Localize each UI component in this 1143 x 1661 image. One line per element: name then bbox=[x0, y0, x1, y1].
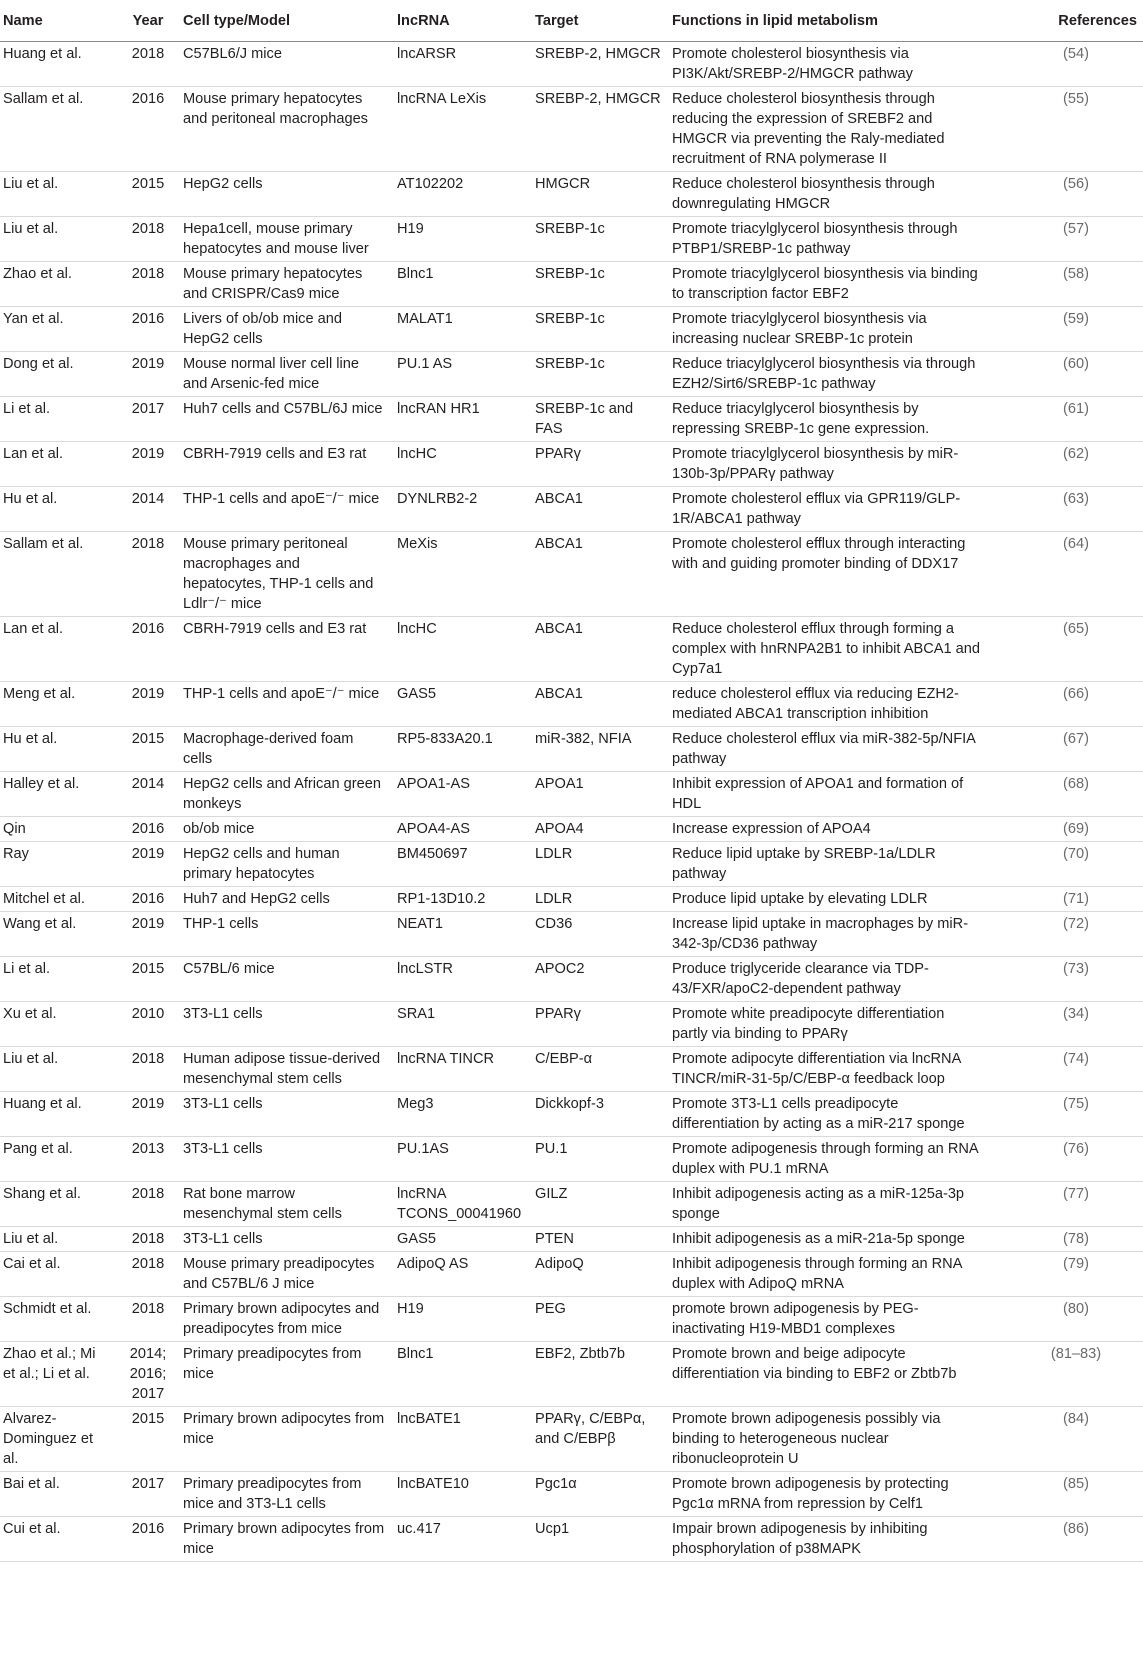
cell-reference: (80) bbox=[989, 1297, 1143, 1342]
cell-cell-type: Primary brown adipocytes from mice bbox=[180, 1407, 394, 1472]
cell-year: 2016 bbox=[116, 617, 180, 682]
table-row bbox=[0, 262, 1143, 307]
cell-name: Yan et al. bbox=[0, 307, 116, 352]
cell-target: SREBP-2, HMGCR bbox=[532, 42, 669, 87]
cell-target: LDLR bbox=[532, 842, 669, 887]
header-lncrna: lncRNA bbox=[394, 0, 532, 42]
cell-function: Promote 3T3-L1 cells preadipocyte differentiation by acting as a miR-217 sponge bbox=[669, 1092, 989, 1137]
table-row bbox=[0, 172, 1143, 217]
cell-function: Promote brown adipogenesis possibly via binding to heterogeneous nuclear ribonucleoprotein U bbox=[669, 1407, 989, 1472]
cell-cell-type: THP-1 cells and apoE⁻/⁻ mice bbox=[180, 682, 394, 727]
cell-reference: (79) bbox=[989, 1252, 1143, 1297]
cell-target: APOC2 bbox=[532, 957, 669, 1002]
table-row bbox=[0, 397, 1143, 442]
table-body bbox=[0, 42, 1143, 1562]
cell-cell-type: Rat bone marrow mesenchymal stem cells bbox=[180, 1182, 394, 1227]
cell-function: Promote triacylglycerol biosynthesis via binding to transcription factor EBF2 bbox=[669, 262, 989, 307]
cell-name: Halley et al. bbox=[0, 772, 116, 817]
cell-function: Promote triacylglycerol biosynthesis through PTBP1/SREBP-1c pathway bbox=[669, 217, 989, 262]
cell-function: Promote triacylglycerol biosynthesis by miR-130b-3p/PPARγ pathway bbox=[669, 442, 989, 487]
cell-cell-type: Hepa1cell, mouse primary hepatocytes and mouse liver bbox=[180, 217, 394, 262]
cell-reference: (68) bbox=[989, 772, 1143, 817]
cell-year: 2018 bbox=[116, 217, 180, 262]
cell-name: Liu et al. bbox=[0, 217, 116, 262]
cell-lncrna: lncRNA LeXis bbox=[394, 87, 532, 172]
cell-cell-type: CBRH-7919 cells and E3 rat bbox=[180, 442, 394, 487]
cell-lncrna: MeXis bbox=[394, 532, 532, 617]
cell-cell-type: ob/ob mice bbox=[180, 817, 394, 842]
cell-function: Inhibit adipogenesis through forming an RNA duplex with AdipoQ mRNA bbox=[669, 1252, 989, 1297]
table-row bbox=[0, 682, 1143, 727]
cell-reference: (55) bbox=[989, 87, 1143, 172]
table-row bbox=[0, 1342, 1143, 1407]
table-row bbox=[0, 1252, 1143, 1297]
cell-lncrna: lncARSR bbox=[394, 42, 532, 87]
table-row bbox=[0, 887, 1143, 912]
cell-name: Shang et al. bbox=[0, 1182, 116, 1227]
cell-target: SREBP-1c bbox=[532, 217, 669, 262]
table-row bbox=[0, 842, 1143, 887]
cell-cell-type: C57BL/6 mice bbox=[180, 957, 394, 1002]
cell-year: 2015 bbox=[116, 172, 180, 217]
cell-cell-type: Mouse primary preadipocytes and C57BL/6 J mice bbox=[180, 1252, 394, 1297]
cell-reference: (78) bbox=[989, 1227, 1143, 1252]
cell-reference: (69) bbox=[989, 817, 1143, 842]
cell-name: Huang et al. bbox=[0, 1092, 116, 1137]
cell-reference: (85) bbox=[989, 1472, 1143, 1517]
cell-target: SREBP-2, HMGCR bbox=[532, 87, 669, 172]
header-year: Year bbox=[116, 0, 180, 42]
cell-year: 2013 bbox=[116, 1137, 180, 1182]
cell-year: 2017 bbox=[116, 1472, 180, 1517]
cell-year: 2016 bbox=[116, 1517, 180, 1562]
cell-reference: (66) bbox=[989, 682, 1143, 727]
cell-function: Promote triacylglycerol biosynthesis via increasing nuclear SREBP-1c protein bbox=[669, 307, 989, 352]
cell-target: C/EBP-α bbox=[532, 1047, 669, 1092]
cell-name: Alvarez-Dominguez et al. bbox=[0, 1407, 116, 1472]
cell-cell-type: Huh7 and HepG2 cells bbox=[180, 887, 394, 912]
cell-name: Cui et al. bbox=[0, 1517, 116, 1562]
cell-target: ABCA1 bbox=[532, 617, 669, 682]
cell-name: Ray bbox=[0, 842, 116, 887]
table-row bbox=[0, 87, 1143, 172]
cell-reference: (74) bbox=[989, 1047, 1143, 1092]
cell-lncrna: GAS5 bbox=[394, 682, 532, 727]
cell-reference: (67) bbox=[989, 727, 1143, 772]
cell-cell-type: Mouse primary peritoneal macrophages and hepatocytes, THP-1 cells and Ldlr⁻/⁻ mice bbox=[180, 532, 394, 617]
cell-lncrna: H19 bbox=[394, 1297, 532, 1342]
cell-function: Promote brown adipogenesis by protecting Pgc1α mRNA from repression by Celf1 bbox=[669, 1472, 989, 1517]
cell-function: Increase lipid uptake in macrophages by miR-342-3p/CD36 pathway bbox=[669, 912, 989, 957]
header-row bbox=[0, 0, 1143, 42]
table-row bbox=[0, 617, 1143, 682]
cell-cell-type: HepG2 cells and African green monkeys bbox=[180, 772, 394, 817]
table-row bbox=[0, 1002, 1143, 1047]
cell-target: miR-382, NFIA bbox=[532, 727, 669, 772]
table-header bbox=[0, 0, 1143, 42]
cell-year: 2018 bbox=[116, 1297, 180, 1342]
cell-lncrna: uc.417 bbox=[394, 1517, 532, 1562]
cell-target: Pgc1α bbox=[532, 1472, 669, 1517]
cell-target: SREBP-1c bbox=[532, 262, 669, 307]
cell-target: PEG bbox=[532, 1297, 669, 1342]
cell-lncrna: RP1-13D10.2 bbox=[394, 887, 532, 912]
cell-name: Xu et al. bbox=[0, 1002, 116, 1047]
cell-cell-type: HepG2 cells and human primary hepatocytes bbox=[180, 842, 394, 887]
table-row bbox=[0, 1092, 1143, 1137]
cell-lncrna: lncRNA TINCR bbox=[394, 1047, 532, 1092]
cell-cell-type: Primary brown adipocytes from mice bbox=[180, 1517, 394, 1562]
cell-function: Inhibit adipogenesis as a miR-21a-5p sponge bbox=[669, 1227, 989, 1252]
cell-name: Bai et al. bbox=[0, 1472, 116, 1517]
cell-year: 2018 bbox=[116, 262, 180, 307]
cell-name: Zhao et al.; Mi et al.; Li et al. bbox=[0, 1342, 116, 1407]
cell-function: Reduce lipid uptake by SREBP-1a/LDLR pathway bbox=[669, 842, 989, 887]
cell-lncrna: Blnc1 bbox=[394, 1342, 532, 1407]
cell-cell-type: Mouse primary hepatocytes and CRISPR/Cas9 mice bbox=[180, 262, 394, 307]
cell-reference: (81–83) bbox=[989, 1342, 1143, 1407]
cell-target: APOA1 bbox=[532, 772, 669, 817]
cell-function: Inhibit expression of APOA1 and formation of HDL bbox=[669, 772, 989, 817]
cell-target: SREBP-1c bbox=[532, 352, 669, 397]
cell-name: Dong et al. bbox=[0, 352, 116, 397]
cell-lncrna: lncBATE10 bbox=[394, 1472, 532, 1517]
cell-cell-type: Macrophage-derived foam cells bbox=[180, 727, 394, 772]
cell-lncrna: Blnc1 bbox=[394, 262, 532, 307]
cell-reference: (65) bbox=[989, 617, 1143, 682]
cell-cell-type: THP-1 cells bbox=[180, 912, 394, 957]
cell-reference: (34) bbox=[989, 1002, 1143, 1047]
table-row bbox=[0, 1227, 1143, 1252]
cell-reference: (70) bbox=[989, 842, 1143, 887]
table-row bbox=[0, 1472, 1143, 1517]
cell-lncrna: lncRNA TCONS_00041960 bbox=[394, 1182, 532, 1227]
cell-function: Reduce cholesterol biosynthesis through reducing the expression of SREBF2 and HMGCR via preventing the Raly-mediated recruitment of RNA polymerase II bbox=[669, 87, 989, 172]
table-row bbox=[0, 1047, 1143, 1092]
cell-cell-type: Huh7 cells and C57BL/6J mice bbox=[180, 397, 394, 442]
cell-lncrna: AdipoQ AS bbox=[394, 1252, 532, 1297]
cell-reference: (58) bbox=[989, 262, 1143, 307]
cell-function: Reduce cholesterol efflux via miR-382-5p/NFIA pathway bbox=[669, 727, 989, 772]
header-cell-type: Cell type/Model bbox=[180, 0, 394, 42]
cell-name: Mitchel et al. bbox=[0, 887, 116, 912]
cell-cell-type: Human adipose tissue-derived mesenchymal stem cells bbox=[180, 1047, 394, 1092]
cell-reference: (72) bbox=[989, 912, 1143, 957]
cell-year: 2016 bbox=[116, 887, 180, 912]
cell-target: SREBP-1c bbox=[532, 307, 669, 352]
cell-year: 2019 bbox=[116, 442, 180, 487]
cell-lncrna: PU.1 AS bbox=[394, 352, 532, 397]
cell-target: ABCA1 bbox=[532, 487, 669, 532]
cell-name: Lan et al. bbox=[0, 617, 116, 682]
cell-target: EBF2, Zbtb7b bbox=[532, 1342, 669, 1407]
table-row bbox=[0, 487, 1143, 532]
cell-target: PTEN bbox=[532, 1227, 669, 1252]
cell-year: 2014 bbox=[116, 772, 180, 817]
cell-function: reduce cholesterol efflux via reducing EZH2-mediated ABCA1 transcription inhibition bbox=[669, 682, 989, 727]
table-row bbox=[0, 1517, 1143, 1562]
cell-name: Hu et al. bbox=[0, 727, 116, 772]
cell-function: Reduce triacylglycerol biosynthesis by repressing SREBP-1c gene expression. bbox=[669, 397, 989, 442]
cell-target: PPARγ bbox=[532, 1002, 669, 1047]
cell-cell-type: Primary brown adipocytes and preadipocytes from mice bbox=[180, 1297, 394, 1342]
cell-target: GILZ bbox=[532, 1182, 669, 1227]
cell-year: 2019 bbox=[116, 352, 180, 397]
cell-year: 2018 bbox=[116, 1227, 180, 1252]
cell-cell-type: 3T3-L1 cells bbox=[180, 1002, 394, 1047]
cell-cell-type: Primary preadipocytes from mice and 3T3-L1 cells bbox=[180, 1472, 394, 1517]
table-row bbox=[0, 727, 1143, 772]
cell-year: 2015 bbox=[116, 1407, 180, 1472]
cell-lncrna: lncLSTR bbox=[394, 957, 532, 1002]
cell-reference: (73) bbox=[989, 957, 1143, 1002]
cell-name: Li et al. bbox=[0, 397, 116, 442]
cell-lncrna: RP5-833A20.1 bbox=[394, 727, 532, 772]
cell-year: 2015 bbox=[116, 727, 180, 772]
cell-function: Reduce cholesterol efflux through forming a complex with hnRNPA2B1 to inhibit ABCA1 and Cyp7a1 bbox=[669, 617, 989, 682]
cell-name: Sallam et al. bbox=[0, 532, 116, 617]
cell-target: ABCA1 bbox=[532, 682, 669, 727]
cell-name: Liu et al. bbox=[0, 172, 116, 217]
cell-reference: (75) bbox=[989, 1092, 1143, 1137]
cell-function: Promote adipocyte differentiation via lncRNA TINCR/miR-31-5p/C/EBP-α feedback loop bbox=[669, 1047, 989, 1092]
cell-lncrna: Meg3 bbox=[394, 1092, 532, 1137]
cell-year: 2016 bbox=[116, 87, 180, 172]
cell-reference: (71) bbox=[989, 887, 1143, 912]
cell-target: LDLR bbox=[532, 887, 669, 912]
table-row bbox=[0, 307, 1143, 352]
header-target: Target bbox=[532, 0, 669, 42]
cell-year: 2018 bbox=[116, 1252, 180, 1297]
header-reference: References bbox=[989, 0, 1143, 42]
cell-lncrna: PU.1AS bbox=[394, 1137, 532, 1182]
cell-function: Promote white preadipocyte differentiation partly via binding to PPARγ bbox=[669, 1002, 989, 1047]
cell-year: 2010 bbox=[116, 1002, 180, 1047]
cell-reference: (54) bbox=[989, 42, 1143, 87]
cell-cell-type: 3T3-L1 cells bbox=[180, 1092, 394, 1137]
cell-function: Promote cholesterol biosynthesis via PI3K/Akt/SREBP-2/HMGCR pathway bbox=[669, 42, 989, 87]
cell-function: Increase expression of APOA4 bbox=[669, 817, 989, 842]
cell-cell-type: Primary preadipocytes from mice bbox=[180, 1342, 394, 1407]
cell-reference: (63) bbox=[989, 487, 1143, 532]
cell-cell-type: THP-1 cells and apoE⁻/⁻ mice bbox=[180, 487, 394, 532]
cell-name: Meng et al. bbox=[0, 682, 116, 727]
cell-function: promote brown adipogenesis by PEG-inactivating H19-MBD1 complexes bbox=[669, 1297, 989, 1342]
cell-target: HMGCR bbox=[532, 172, 669, 217]
cell-lncrna: NEAT1 bbox=[394, 912, 532, 957]
cell-cell-type: 3T3-L1 cells bbox=[180, 1227, 394, 1252]
cell-target: SREBP-1c and FAS bbox=[532, 397, 669, 442]
cell-lncrna: DYNLRB2-2 bbox=[394, 487, 532, 532]
cell-cell-type: Mouse primary hepatocytes and peritoneal macrophages bbox=[180, 87, 394, 172]
cell-reference: (77) bbox=[989, 1182, 1143, 1227]
cell-target: Dickkopf-3 bbox=[532, 1092, 669, 1137]
cell-function: Promote cholesterol efflux via GPR119/GLP-1R/ABCA1 pathway bbox=[669, 487, 989, 532]
cell-lncrna: lncHC bbox=[394, 442, 532, 487]
cell-target: Ucp1 bbox=[532, 1517, 669, 1562]
cell-name: Hu et al. bbox=[0, 487, 116, 532]
table-row bbox=[0, 817, 1143, 842]
cell-lncrna: lncHC bbox=[394, 617, 532, 682]
cell-lncrna: AT102202 bbox=[394, 172, 532, 217]
cell-target: AdipoQ bbox=[532, 1252, 669, 1297]
table-row bbox=[0, 1137, 1143, 1182]
cell-target: PPARγ bbox=[532, 442, 669, 487]
cell-cell-type: CBRH-7919 cells and E3 rat bbox=[180, 617, 394, 682]
cell-reference: (86) bbox=[989, 1517, 1143, 1562]
cell-year: 2019 bbox=[116, 682, 180, 727]
cell-year: 2019 bbox=[116, 1092, 180, 1137]
cell-lncrna: APOA1-AS bbox=[394, 772, 532, 817]
cell-name: Huang et al. bbox=[0, 42, 116, 87]
cell-cell-type: C57BL6/J mice bbox=[180, 42, 394, 87]
cell-name: Wang et al. bbox=[0, 912, 116, 957]
cell-target: ABCA1 bbox=[532, 532, 669, 617]
cell-cell-type: Livers of ob/ob mice and HepG2 cells bbox=[180, 307, 394, 352]
cell-year: 2014; 2016; 2017 bbox=[116, 1342, 180, 1407]
cell-reference: (62) bbox=[989, 442, 1143, 487]
cell-function: Reduce triacylglycerol biosynthesis via through EZH2/Sirt6/SREBP-1c pathway bbox=[669, 352, 989, 397]
cell-target: CD36 bbox=[532, 912, 669, 957]
cell-function: Inhibit adipogenesis acting as a miR-125a-3p sponge bbox=[669, 1182, 989, 1227]
cell-year: 2019 bbox=[116, 842, 180, 887]
cell-name: Zhao et al. bbox=[0, 262, 116, 307]
cell-reference: (64) bbox=[989, 532, 1143, 617]
cell-reference: (61) bbox=[989, 397, 1143, 442]
cell-function: Promote cholesterol efflux through interacting with and guiding promoter binding of DDX17 bbox=[669, 532, 989, 617]
table-row bbox=[0, 912, 1143, 957]
cell-year: 2018 bbox=[116, 532, 180, 617]
cell-year: 2015 bbox=[116, 957, 180, 1002]
cell-reference: (60) bbox=[989, 352, 1143, 397]
cell-year: 2018 bbox=[116, 1047, 180, 1092]
cell-cell-type: HepG2 cells bbox=[180, 172, 394, 217]
cell-target: PU.1 bbox=[532, 1137, 669, 1182]
cell-name: Li et al. bbox=[0, 957, 116, 1002]
cell-cell-type: Mouse normal liver cell line and Arsenic-fed mice bbox=[180, 352, 394, 397]
table-row bbox=[0, 1182, 1143, 1227]
cell-lncrna: BM450697 bbox=[394, 842, 532, 887]
cell-year: 2014 bbox=[116, 487, 180, 532]
cell-lncrna: GAS5 bbox=[394, 1227, 532, 1252]
cell-lncrna: H19 bbox=[394, 217, 532, 262]
cell-year: 2017 bbox=[116, 397, 180, 442]
table-row bbox=[0, 217, 1143, 262]
cell-name: Qin bbox=[0, 817, 116, 842]
cell-lncrna: lncRAN HR1 bbox=[394, 397, 532, 442]
cell-reference: (76) bbox=[989, 1137, 1143, 1182]
cell-year: 2019 bbox=[116, 912, 180, 957]
cell-function: Reduce cholesterol biosynthesis through downregulating HMGCR bbox=[669, 172, 989, 217]
header-name: Name bbox=[0, 0, 116, 42]
cell-name: Cai et al. bbox=[0, 1252, 116, 1297]
cell-reference: (57) bbox=[989, 217, 1143, 262]
cell-function: Produce triglyceride clearance via TDP-43/FXR/apoC2-dependent pathway bbox=[669, 957, 989, 1002]
cell-year: 2018 bbox=[116, 42, 180, 87]
cell-year: 2018 bbox=[116, 1182, 180, 1227]
cell-reference: (56) bbox=[989, 172, 1143, 217]
cell-function: Produce lipid uptake by elevating LDLR bbox=[669, 887, 989, 912]
cell-cell-type: 3T3-L1 cells bbox=[180, 1137, 394, 1182]
cell-name: Liu et al. bbox=[0, 1047, 116, 1092]
cell-lncrna: MALAT1 bbox=[394, 307, 532, 352]
table-row bbox=[0, 1407, 1143, 1472]
cell-function: Impair brown adipogenesis by inhibiting phosphorylation of p38MAPK bbox=[669, 1517, 989, 1562]
cell-target: PPARγ, C/EBPα, and C/EBPβ bbox=[532, 1407, 669, 1472]
cell-name: Pang et al. bbox=[0, 1137, 116, 1182]
cell-name: Lan et al. bbox=[0, 442, 116, 487]
cell-reference: (84) bbox=[989, 1407, 1143, 1472]
table-row bbox=[0, 772, 1143, 817]
table-row bbox=[0, 957, 1143, 1002]
cell-function: Promote adipogenesis through forming an RNA duplex with PU.1 mRNA bbox=[669, 1137, 989, 1182]
cell-year: 2016 bbox=[116, 817, 180, 842]
header-function: Functions in lipid metabolism bbox=[669, 0, 989, 42]
table-row bbox=[0, 42, 1143, 87]
table-row bbox=[0, 352, 1143, 397]
cell-name: Schmidt et al. bbox=[0, 1297, 116, 1342]
cell-function: Promote brown and beige adipocyte differentiation via binding to EBF2 or Zbtb7b bbox=[669, 1342, 989, 1407]
table-row bbox=[0, 532, 1143, 617]
cell-name: Sallam et al. bbox=[0, 87, 116, 172]
cell-name: Liu et al. bbox=[0, 1227, 116, 1252]
cell-target: APOA4 bbox=[532, 817, 669, 842]
table-row bbox=[0, 1297, 1143, 1342]
cell-lncrna: lncBATE1 bbox=[394, 1407, 532, 1472]
cell-lncrna: SRA1 bbox=[394, 1002, 532, 1047]
table-row bbox=[0, 442, 1143, 487]
cell-reference: (59) bbox=[989, 307, 1143, 352]
cell-lncrna: APOA4-AS bbox=[394, 817, 532, 842]
cell-year: 2016 bbox=[116, 307, 180, 352]
